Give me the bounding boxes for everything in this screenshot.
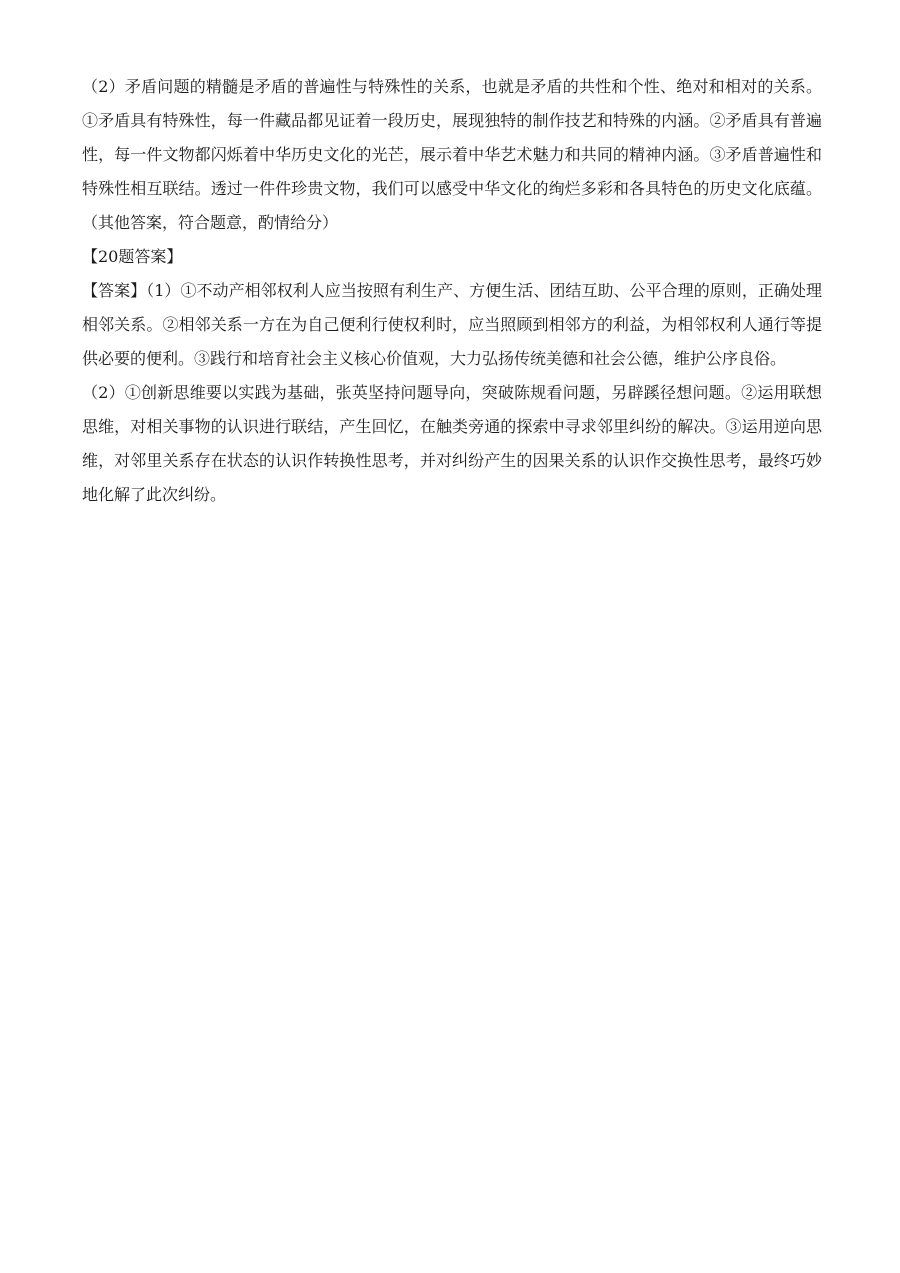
answer-paragraph-q19-part2: （2）矛盾问题的精髓是矛盾的普遍性与特殊性的关系，也就是矛盾的共性和个性、绝对和相对的关系。①矛盾具有特殊性，每一件藏品都见证着一段历史，展现独特的制作技艺和特殊的内涵。②矛盾具有普遍性，每一件文物都闪烁着中华历史文化的光芒，展示着中华艺术魅力和共同的精神内涵。③矛盾普遍性和特殊性相互联结。透过一件件珍贵文物，我们可以感受中华文化的绚烂多彩和各具特色的历史文化底蕴。（其他答案，符合题意，酌情给分） [82,77,822,232]
answer-heading-q20: 【20题答案】 [82,247,183,266]
answer-paragraph-q20-part1: 【答案】（1）①不动产相邻权利人应当按照有利生产、方便生活、团结互助、公平合理的原则，正确处理相邻关系。②相邻关系一方在为自己便利行使权利时，应当照顾到相邻方的利益，为相邻权利人通行等提供必要的便利。③践行和培育社会主义核心价值观，大力弘扬传统美德和社会公德，维护公序良俗。 [82,281,822,368]
document-body [82,70,822,512]
answer-paragraph-q20-part2: （2）①创新思维要以实践为基础，张英坚持问题导向，突破陈规看问题，另辟蹊径想问题。②运用联想思维，对相关事物的认识进行联结，产生回忆，在触类旁通的探索中寻求邻里纠纷的解决。③运用逆向思维，对邻里关系存在状态的认识作转换性思考，并对纠纷产生的因果关系的认识作交换性思考，最终巧妙地化解了此次纠纷。 [82,383,822,504]
